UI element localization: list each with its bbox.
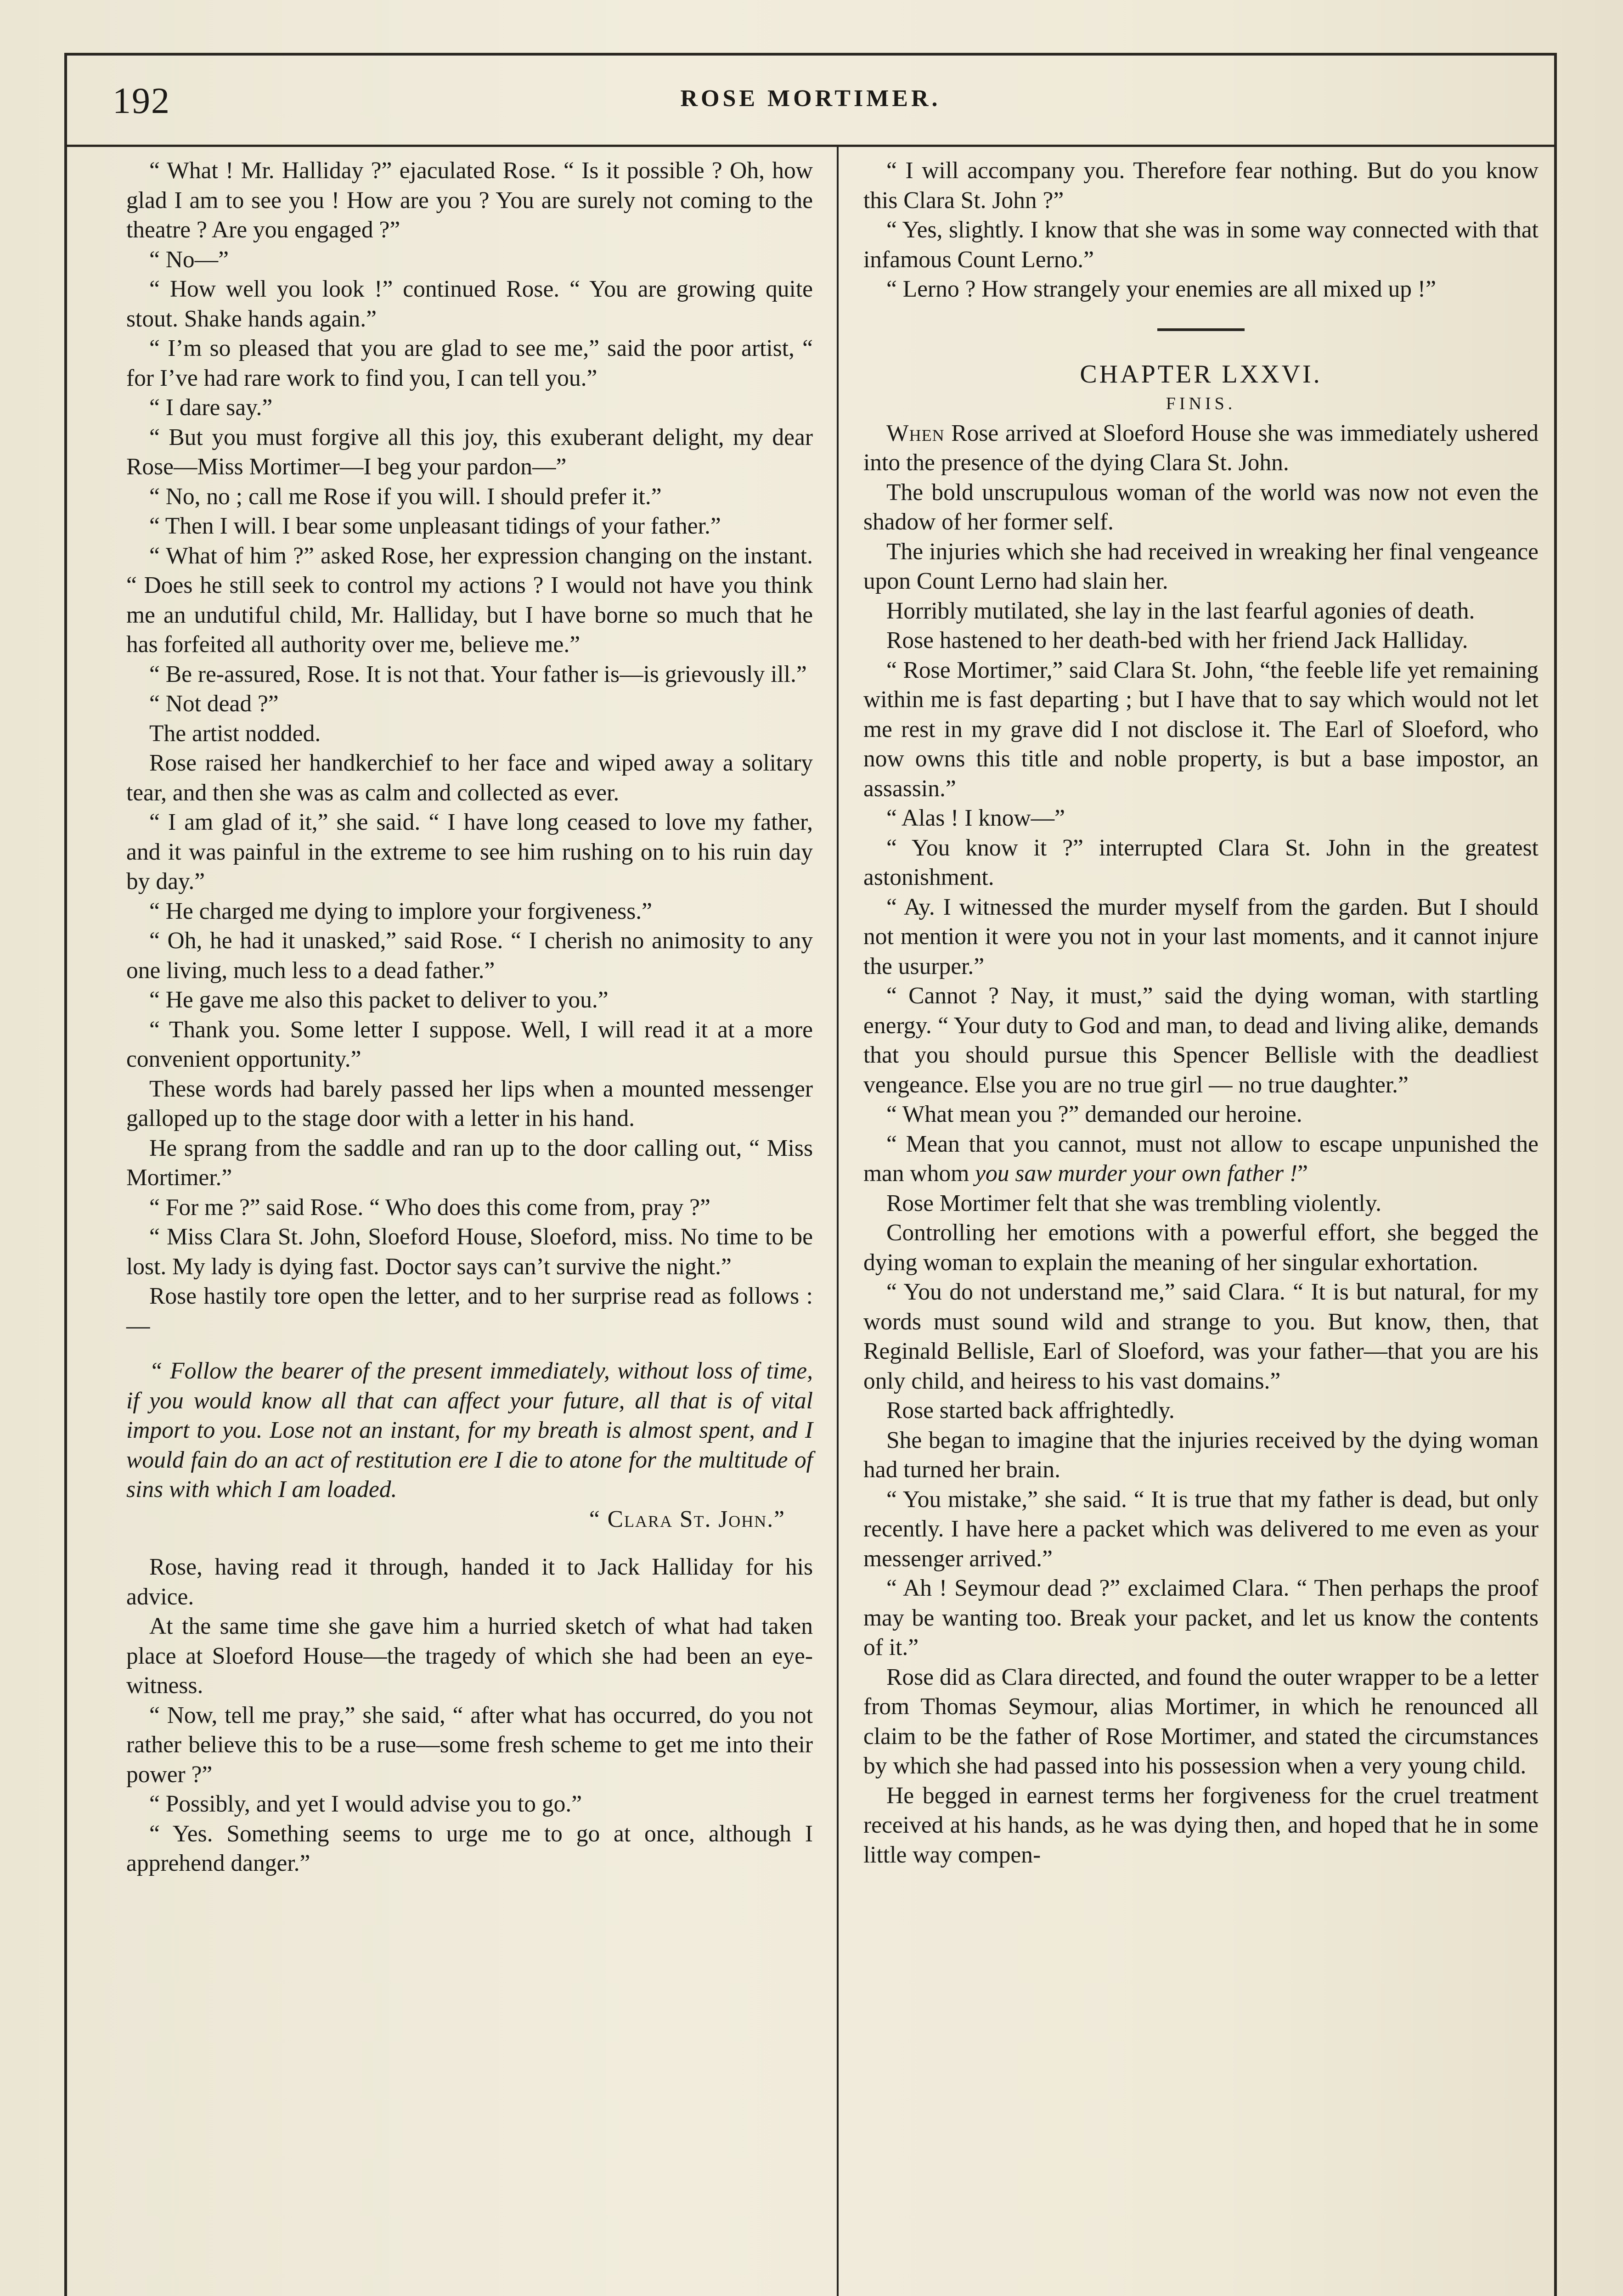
paragraph: “ You mistake,” she said. “ It is true that my father is dead, but only recently. I have here a packet which was delivered to me even as your messenger arrived.” <box>863 1486 1538 1572</box>
paragraph: “ Yes, slightly. I know that she was in some way connected with that infamous Count Lerno.” <box>863 217 1538 273</box>
letter-signature: “ Clara St. John.” <box>589 1506 785 1532</box>
paragraph: “ Cannot ? Nay, it must,” said the dying woman, with startling energy. “ Your duty to God and man, to dead and living alike, demands that you should pursue this Spencer Bellisle with the deadliest vengeance. Else you are no true girl — no true daughter.” <box>863 983 1538 1098</box>
paragraph: “ No—” <box>149 246 229 273</box>
opening-rest: Rose arrived at Sloeford House she was immediately ushered into the presence of the dying Clara St. John. <box>863 420 1538 476</box>
paragraph: “ Not dead ?” <box>149 691 279 717</box>
paragraph: “ But you must forgive all this joy, this exuberant delight, my dear Rose—Miss Mortimer—I beg your pardon—” <box>126 424 813 480</box>
paragraph: “ Lerno ? How strangely your enemies are all mixed up !” <box>886 276 1436 302</box>
paragraph: “ Thank you. Some letter I suppose. Well, I will read it at a more convenient opportunity.” <box>126 1016 813 1072</box>
paragraph: “ For me ?” said Rose. “ Who does this come from, pray ?” <box>149 1194 710 1221</box>
paragraph: She began to imagine that the injuries received by the dying woman had turned her brain. <box>863 1427 1538 1483</box>
right-column-end <box>863 1189 1538 1870</box>
paragraph: “ Yes. Something seems to urge me to go at once, although I apprehend danger.” <box>126 1820 813 1876</box>
running-title: ROSE MORTIMER. <box>680 85 941 112</box>
chapter-title: CHAPTER LXXVI. <box>1080 360 1322 388</box>
paragraph: “ Possibly, and yet I would advise you to go.” <box>149 1791 582 1817</box>
paragraph: “ Then I will. I bear some unpleasant tidings of your father.” <box>149 513 721 539</box>
paragraph: These words had barely passed her lips when a mounted messenger galloped up to the stage door with a letter in his hand. <box>126 1075 813 1131</box>
paragraph: The artist nodded. <box>149 720 321 747</box>
paragraph: “ What of him ?” asked Rose, her expression changing on the instant. “ Does he still seek to control my actions ? I would not have you think me an undutiful child, Mr. Halliday, but I have borne so much that he has forfeited all authority over me, believe me.” <box>126 542 813 658</box>
paragraph: “ What ! Mr. Halliday ?” ejaculated Rose. “ Is it possible ? Oh, how glad I am to see you ! How are you ? You are surely not coming to the theatre ? Are you engaged ?” <box>126 158 813 243</box>
paragraph: Controlling her emotions with a powerful effort, she begged the dying woman to explain the meaning of her singular exhortation. <box>863 1220 1538 1276</box>
paragraph: Horribly mutilated, she lay in the last fearful agonies of death. <box>886 597 1475 624</box>
paragraph: “ Miss Clara St. John, Sloeford House, Sloeford, miss. No time to be lost. My lady is dying fast. Doctor says can’t survive the night.” <box>126 1224 813 1280</box>
paragraph: “ I dare say.” <box>149 394 273 421</box>
paragraph: At the same time she gave him a hurried sketch of what had taken place at Sloeford House—the tragedy of which she had been an eye-witness. <box>126 1613 813 1699</box>
chapter-subtitle: FINIS. <box>1166 394 1236 413</box>
paragraph: “ You know it ?” interrupted Clara St. John in the greatest astonishment. <box>863 834 1538 890</box>
left-column-paragraphs <box>126 156 813 1341</box>
paragraph: “ Ah ! Seymour dead ?” exclaimed Clara. “ Then perhaps the proof may be wanting too. Break your packet, and let us know the contents of it.” <box>863 1575 1538 1660</box>
paragraph: Rose did as Clara directed, and found the outer wrapper to be a letter from Thomas Seymour, alias Mortimer, in which he renounced all claim to be the father of Rose Mortimer, and stated the circumstances by which she had passed into his possession when a very young child. <box>863 1664 1538 1779</box>
right-column-before-chapter <box>863 156 1538 304</box>
chapter-separator-rule <box>1157 328 1245 331</box>
paragraph: “ Oh, he had it unasked,” said Rose. “ I cherish no animosity to any one living, much less to a dead father.” <box>126 928 813 984</box>
right-column <box>863 156 1538 1870</box>
paragraph: “ How well you look !” continued Rose. “ You are growing quite stout. Shake hands again.” <box>126 276 813 332</box>
paragraph: He sprang from the saddle and ran up to the door calling out, “ Miss Mortimer.” <box>126 1135 813 1191</box>
letter-gap <box>126 1534 813 1553</box>
paragraph: “ He gave me also this packet to deliver to you.” <box>149 987 609 1013</box>
chapter-opening-paragraph <box>863 419 1538 478</box>
paragraph: “ No, no ; call me Rose if you will. I should prefer it.” <box>149 483 662 510</box>
paragraph: He begged in earnest terms her forgiveness for the cruel treatment received at his hands, as he was dying then, and hoped that he in some little way compen- <box>863 1782 1538 1868</box>
right-column-after-chapter <box>863 478 1538 1130</box>
paragraph: Rose Mortimer felt that she was trembling violently. <box>886 1190 1381 1216</box>
paragraph: “ Be re-assured, Rose. It is not that. Your father is—is grievously ill.” <box>149 661 807 687</box>
left-column-after-letter <box>126 1553 813 1879</box>
paragraph: “ He charged me dying to implore your forgiveness.” <box>149 898 653 924</box>
paragraph: “ Ay. I witnessed the murder myself from the garden. But I should not mention it were you not in your last moments, and it cannot injure the usurper.” <box>863 894 1538 979</box>
paragraph: “ Now, tell me pray,” she said, “ after what has occurred, do you not rather believe this to be a ruse—some fresh scheme to get me into their power ?” <box>126 1702 813 1788</box>
paragraph: Rose, having read it through, handed it to Jack Halliday for his advice. <box>126 1554 813 1610</box>
paragraph: The injuries which she had received in wreaking her final vengeance upon Count Lerno had slain her. <box>863 538 1538 594</box>
paragraph: “ Rose Mortimer,” said Clara St. John, “the feeble life yet remaining within me is fast departing ; but I have that to say which would not let me rest in my grave did I not disclose it. The Earl of Sloeford, who now owns this title and noble property, is but a base impostor, an assassin.” <box>863 657 1538 802</box>
paragraph: “ Alas ! I know—” <box>886 805 1065 831</box>
column-divider <box>837 147 839 2296</box>
left-column <box>126 156 813 1879</box>
paragraph: “ I’m so pleased that you are glad to see me,” said the poor artist, “ for I’ve had rare work to find you, I can tell you.” <box>126 335 813 391</box>
page-number: 192 <box>113 81 170 121</box>
paragraph: Rose hastened to her death-bed with her friend Jack Halliday. <box>886 627 1468 653</box>
mean-lead: “ Mean that you cannot, must not allow to escape unpunished the man whom <box>863 1131 1538 1187</box>
paragraph: “ You do not understand me,” said Clara. “ It is but natural, for my words must sound wild and strange to you. But know, then, that Reginald Bellisle, Earl of Sloeford, was your father—that you are his only child, and heiress to his vast domains.” <box>863 1279 1538 1394</box>
mean-paragraph <box>863 1130 1538 1189</box>
mean-tail: ” <box>1297 1160 1308 1187</box>
paragraph: Rose raised her handkerchief to her face and wiped away a solitary tear, and then she was as calm and collected as ever. <box>126 750 813 806</box>
opening-word: When <box>886 420 945 446</box>
mean-italic: you saw murder your own father ! <box>975 1160 1298 1187</box>
letter-text: “ Follow the bearer of the present immediately, without loss of time, if you would know all that can affect your future, all that is of vital import to you. Lose not an instant, for my breath is almost spent, and I would fain do an act of restitution ere I die to atone for the multitude of sins with which I am loaded. <box>126 1358 813 1503</box>
paragraph: “ I am glad of it,” she said. “ I have long ceased to love my father, and it was painful in the extreme to see him rushing on to his ruin day by day.” <box>126 809 813 895</box>
paragraph: Rose hastily tore open the letter, and to her surprise read as follows :— <box>126 1283 813 1339</box>
paragraph: “ What mean you ?” demanded our heroine. <box>886 1101 1302 1127</box>
paragraph: Rose started back affrightedly. <box>886 1397 1175 1424</box>
page-header <box>67 55 1555 147</box>
paragraph: “ I will accompany you. Therefore fear nothing. But do you know this Clara St. John ?” <box>863 158 1538 214</box>
paragraph: The bold unscrupulous woman of the world was now not even the shadow of her former self. <box>863 479 1538 535</box>
